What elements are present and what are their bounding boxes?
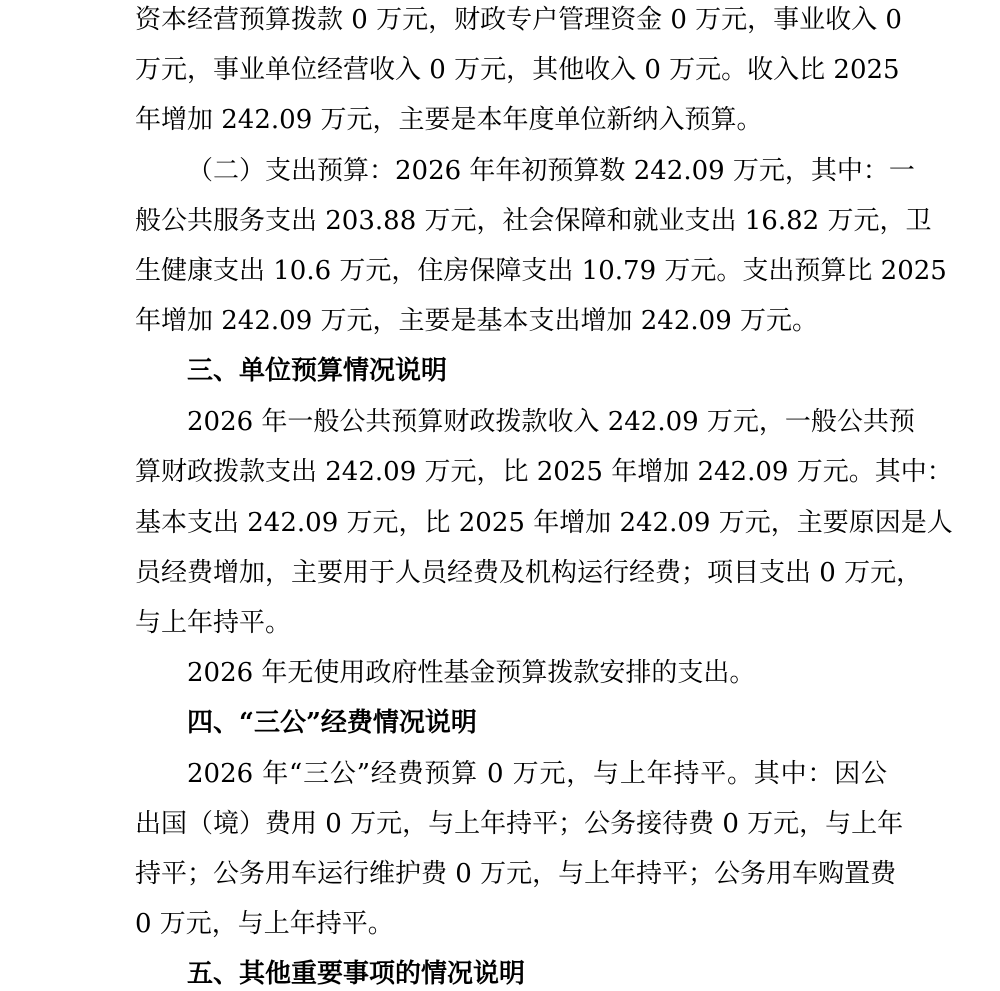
text-line: 员经费增加，主要用于人员经费及机构运行经费；项目支出 0 万元， [135, 558, 923, 588]
text-line: 2026 年无使用政府性基金预算拨款安排的支出。 [187, 658, 756, 688]
text-line: 2026 年一般公共预算财政拨款收入 242.09 万元，一般公共预 [187, 407, 915, 437]
text-line: 年增加 242.09 万元，主要是本年度单位新纳入预算。 [135, 105, 763, 135]
section-heading: 五、其他重要事项的情况说明 [187, 959, 526, 989]
text-line: 持平；公务用车运行维护费 0 万元，与上年持平；公务用车购置费 [135, 859, 897, 889]
text-line: 基本支出 242.09 万元，比 2025 年增加 242.09 万元，主要原因是人 [135, 508, 953, 538]
text-line: 算财政拨款支出 242.09 万元，比 2025 年增加 242.09 万元。其中： [135, 457, 953, 487]
text-line: 出国（境）费用 0 万元，与上年持平；公务接待费 0 万元，与上年 [135, 809, 904, 839]
text-line: 与上年持平。 [135, 608, 292, 638]
section-heading: 四、“三公”经费情况说明 [187, 708, 477, 738]
text-line: 2026 年“三公”经费预算 0 万元，与上年持平。其中：因公 [187, 759, 887, 789]
text-line: （二）支出预算：2026 年年初预算数 242.09 万元，其中：一 [187, 156, 915, 186]
text-line: 般公共服务支出 203.88 万元，社会保障和就业支出 16.82 万元，卫 [135, 206, 932, 236]
text-line: 万元，事业单位经营收入 0 万元，其他收入 0 万元。收入比 2025 [135, 55, 900, 85]
text-line: 0 万元，与上年持平。 [135, 909, 394, 939]
text-line: 资本经营预算拨款 0 万元，财政专户管理资金 0 万元，事业收入 0 [135, 5, 902, 35]
text-line: 生健康支出 10.6 万元，住房保障支出 10.79 万元。支出预算比 2025 [135, 256, 947, 286]
text-line: 年增加 242.09 万元，主要是基本支出增加 242.09 万元。 [135, 306, 819, 336]
section-heading: 三、单位预算情况说明 [187, 356, 448, 386]
